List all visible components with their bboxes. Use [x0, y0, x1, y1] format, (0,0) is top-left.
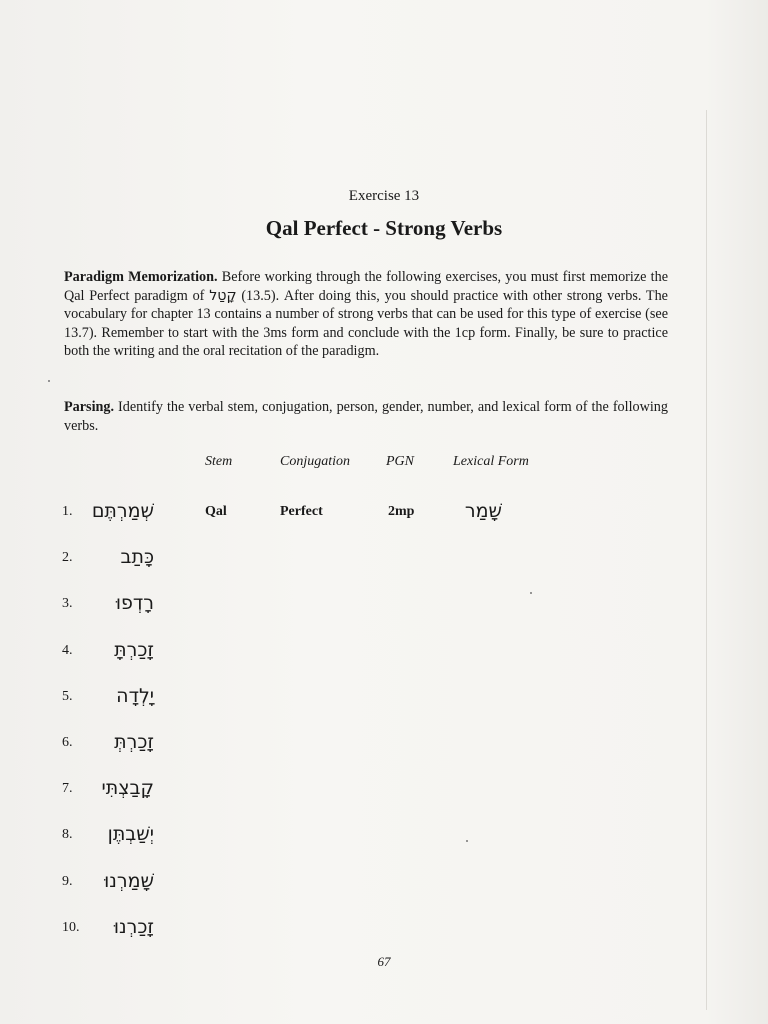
- row-number: 7.: [62, 781, 73, 797]
- hebrew-verb: יָלְדָה: [116, 684, 154, 707]
- column-head-conjugation: Conjugation: [280, 454, 351, 469]
- paper-speck: [530, 592, 532, 594]
- row-number: 3.: [62, 596, 73, 612]
- table-row: [0, 683, 768, 713]
- table-row: [0, 821, 768, 851]
- row-number: 8.: [62, 827, 73, 843]
- page-number: 67: [377, 954, 391, 969]
- row-number: 6.: [62, 735, 73, 750]
- stem-answer: Qal: [205, 504, 227, 519]
- pgn-answer: 2mp: [388, 504, 415, 519]
- hebrew-verb: זָכַרְתָּ: [114, 638, 154, 661]
- paradigm-hebrew: קָטַל: [209, 287, 237, 304]
- row-number: 1.: [62, 504, 73, 519]
- parsing-text: Identify the verbal stem, conjugation, person, gender, number, and lexical form of the following verbs.: [64, 399, 668, 434]
- column-head-lexical: Lexical Form: [453, 454, 529, 469]
- table-row: [0, 590, 768, 620]
- paradigm-lead: Paradigm Memorization.: [64, 269, 218, 285]
- table-row: [0, 868, 768, 898]
- lexical-answer: שָׁמַר: [464, 500, 502, 522]
- paradigm-paragraph: [64, 268, 668, 361]
- hebrew-verb: רָדְפוּ: [115, 592, 154, 615]
- column-head-stem: Stem: [205, 454, 233, 469]
- conjugation-answer: Perfect: [280, 504, 323, 519]
- row-number: 9.: [62, 873, 73, 889]
- table-row: [0, 498, 768, 528]
- table-row: [0, 544, 768, 574]
- paper-speck: [48, 380, 50, 382]
- parsing-paragraph: [64, 398, 668, 435]
- table-row: [0, 914, 768, 944]
- column-head-pgn: PGN: [386, 454, 414, 469]
- hebrew-verb: יְשַׁבְתֶּן: [107, 823, 154, 846]
- paper-speck: [466, 840, 468, 842]
- paradigm-text-a: Before working through the following exercises, you must first memorize the Qal Perfect paradigm of: [64, 269, 668, 304]
- table-row: [0, 729, 768, 759]
- hebrew-verb: שְׁמַרְתֶּם: [91, 500, 154, 522]
- page-title: Qal Perfect - Strong Verbs: [265, 216, 503, 240]
- table-row: [0, 775, 768, 805]
- hebrew-verb: זָכַרְתְּ: [114, 731, 154, 753]
- hebrew-verb: זָכַרְנוּ: [113, 915, 154, 938]
- paradigm-text-b: (13.5). After doing this, you should practice with other strong verbs. The vocabulary for chapter 13 contains a number of strong verbs that can be used for this type of exercise (see 13.7). Remember to start with the 3ms form and conclude with the 1cp form. Finally, be sure to practice both the writing and the oral recitation of the paradigm.: [64, 287, 668, 360]
- row-number: 4.: [62, 642, 73, 658]
- hebrew-verb: שָׁמַרְנוּ: [104, 869, 154, 892]
- row-number: 5.: [62, 688, 73, 704]
- hebrew-verb: קָבַצְתִּי: [101, 777, 154, 800]
- row-number: 10.: [62, 919, 80, 935]
- row-number: 2.: [62, 550, 73, 566]
- table-row: [0, 637, 768, 667]
- exercise-label: Exercise 13: [348, 188, 420, 204]
- parsing-lead: Parsing.: [64, 399, 115, 415]
- hebrew-verb: כָּתַב: [120, 546, 154, 569]
